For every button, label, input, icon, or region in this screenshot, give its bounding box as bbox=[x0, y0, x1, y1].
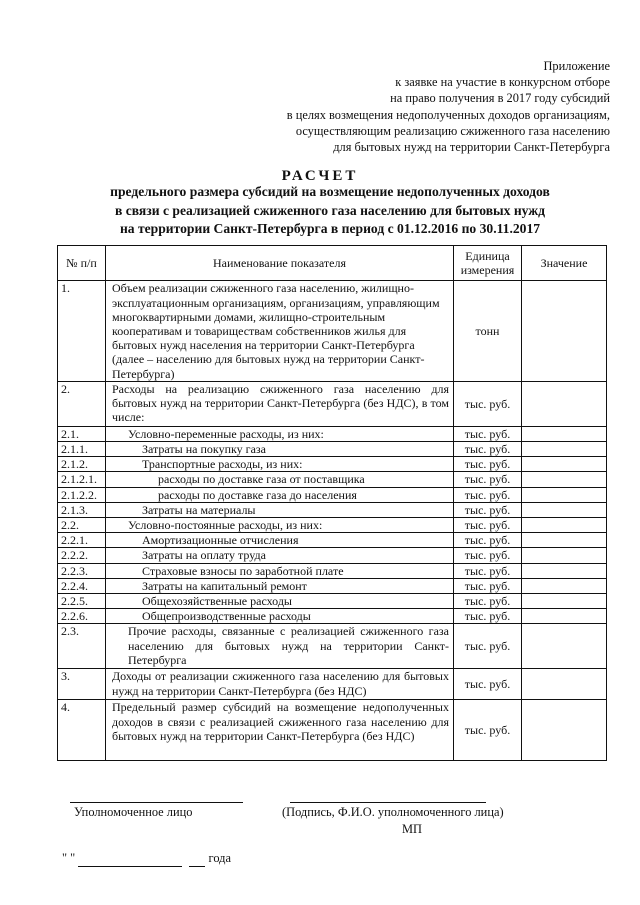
row-unit: тыс. руб. bbox=[454, 457, 522, 472]
row-unit: тыс. руб. bbox=[454, 502, 522, 517]
row-unit: тыс. руб. bbox=[454, 594, 522, 609]
subtitle-line: на территории Санкт-Петербурга в период с 01.12.2016 по 30.11.2017 bbox=[119, 221, 541, 236]
table-row bbox=[58, 281, 607, 381]
date-month-blank bbox=[78, 851, 182, 867]
row-name: Транспортные расходы, из них: bbox=[106, 457, 454, 472]
row-name: Условно-постоянные расходы, из них: bbox=[106, 518, 454, 533]
row-name: Прочие расходы, связанные с реализацией сжиженного газа населению для бытовых нужд на территории Санкт-Петербурга bbox=[106, 624, 454, 669]
row-value bbox=[522, 578, 607, 593]
row-name: расходы по доставке газа до населения bbox=[106, 487, 454, 502]
table-row bbox=[58, 442, 607, 457]
subtitle-line: предельного размера субсидий на возмещение недополученных доходов bbox=[110, 184, 550, 199]
appendix-line: к заявке на участие в конкурсном отборе bbox=[395, 75, 610, 90]
row-name: Условно-переменные расходы, из них: bbox=[106, 426, 454, 441]
row-value bbox=[522, 518, 607, 533]
table-row bbox=[58, 457, 607, 472]
table-row bbox=[58, 578, 607, 593]
header-name: Наименование показателя bbox=[106, 246, 454, 281]
table-row bbox=[58, 487, 607, 502]
appendix-line: в целях возмещения недополученных доходов организациям, bbox=[286, 107, 610, 122]
calculation-table bbox=[57, 245, 607, 761]
row-name: Затраты на покупку газа bbox=[106, 442, 454, 457]
row-value bbox=[522, 426, 607, 441]
row-name: Предельный размер субсидий на возмещение недополученных доходов в связи с реализацией сжиженного газа населению для бытовых нужд на территории Санкт-Петербурга (без НДС) bbox=[106, 700, 454, 761]
row-unit: тыс. руб. bbox=[454, 548, 522, 563]
row-name: Объем реализации сжиженного газа населению, жилищно-эксплуатационным организациям, организациям, управляющим многоквартирными домами, жилищно-строительным кооперативам и товариществам собственников жилья для бытовых нужд населения на территории Санкт-Петербурга (далее – населению для бытовых нужд на территории Санкт-Петербурга) bbox=[106, 281, 454, 381]
row-num: 2. bbox=[58, 381, 106, 426]
row-unit: тонн bbox=[454, 281, 522, 381]
row-name: Расходы на реализацию сжиженного газа населению для бытовых нужд на территории Санкт-Петербурга (без НДС), в том числе: bbox=[106, 381, 454, 426]
date-quotes: " " bbox=[62, 851, 76, 865]
row-num: 2.2. bbox=[58, 518, 106, 533]
row-num: 2.2.2. bbox=[58, 548, 106, 563]
row-unit: тыс. руб. bbox=[454, 563, 522, 578]
row-num: 2.2.6. bbox=[58, 609, 106, 624]
header-value: Значение bbox=[522, 246, 607, 281]
row-num: 2.2.1. bbox=[58, 533, 106, 548]
row-value bbox=[522, 700, 607, 761]
row-unit: тыс. руб. bbox=[454, 533, 522, 548]
row-num: 2.2.3. bbox=[58, 563, 106, 578]
row-unit: тыс. руб. bbox=[454, 381, 522, 426]
row-name: Затраты на материалы bbox=[106, 502, 454, 517]
date-line bbox=[62, 851, 231, 867]
row-name: Затраты на оплату труда bbox=[106, 548, 454, 563]
signature-line-right bbox=[290, 802, 486, 803]
row-value bbox=[522, 548, 607, 563]
row-value bbox=[522, 563, 607, 578]
stamp-label: МП bbox=[402, 822, 422, 836]
table-row bbox=[58, 563, 607, 578]
date-year-label: года bbox=[208, 851, 231, 865]
table-row bbox=[58, 426, 607, 441]
row-value bbox=[522, 457, 607, 472]
row-name: Доходы от реализации сжиженного газа населению для бытовых нужд на территории Санкт-Петербурга (без НДС) bbox=[106, 669, 454, 700]
row-name: Страховые взносы по заработной плате bbox=[106, 563, 454, 578]
signature-caption: (Подпись, Ф.И.О. уполномоченного лица) bbox=[282, 805, 504, 819]
appendix-line: осуществляющим реализацию сжиженного газа населению bbox=[295, 123, 610, 138]
row-value bbox=[522, 669, 607, 700]
row-unit: тыс. руб. bbox=[454, 578, 522, 593]
row-value bbox=[522, 281, 607, 381]
row-num: 2.1.2. bbox=[58, 457, 106, 472]
table-row bbox=[58, 518, 607, 533]
row-num: 2.1. bbox=[58, 426, 106, 441]
row-num: 2.3. bbox=[58, 624, 106, 669]
row-unit: тыс. руб. bbox=[454, 669, 522, 700]
row-unit: тыс. руб. bbox=[454, 609, 522, 624]
row-name: Общехозяйственные расходы bbox=[106, 594, 454, 609]
row-unit: тыс. руб. bbox=[454, 442, 522, 457]
document-subtitle bbox=[60, 183, 600, 239]
row-name: Затраты на капитальный ремонт bbox=[106, 578, 454, 593]
table-row bbox=[58, 700, 607, 761]
table-row bbox=[58, 548, 607, 563]
row-name: расходы по доставке газа от поставщика bbox=[106, 472, 454, 487]
row-value bbox=[522, 487, 607, 502]
row-value bbox=[522, 442, 607, 457]
table-row bbox=[58, 594, 607, 609]
row-unit: тыс. руб. bbox=[454, 518, 522, 533]
table-row bbox=[58, 533, 607, 548]
row-value bbox=[522, 533, 607, 548]
row-num: 4. bbox=[58, 700, 106, 761]
row-value bbox=[522, 502, 607, 517]
row-num: 2.1.1. bbox=[58, 442, 106, 457]
row-num: 2.2.5. bbox=[58, 594, 106, 609]
table-row bbox=[58, 609, 607, 624]
document-title: РАСЧЕТ bbox=[281, 168, 359, 184]
authorized-person-label: Уполномоченное лицо bbox=[74, 805, 193, 819]
row-num: 1. bbox=[58, 281, 106, 381]
row-value bbox=[522, 472, 607, 487]
table-row bbox=[58, 472, 607, 487]
row-unit: тыс. руб. bbox=[454, 472, 522, 487]
table-row bbox=[58, 669, 607, 700]
row-unit: тыс. руб. bbox=[454, 426, 522, 441]
appendix-header bbox=[190, 58, 610, 155]
row-name: Амортизационные отчисления bbox=[106, 533, 454, 548]
row-value bbox=[522, 624, 607, 669]
table-header-row bbox=[58, 246, 607, 281]
row-unit: тыс. руб. bbox=[454, 624, 522, 669]
table-row bbox=[58, 624, 607, 669]
appendix-line: на право получения в 2017 году субсидий bbox=[390, 91, 610, 106]
row-num: 2.1.2.2. bbox=[58, 487, 106, 502]
row-num: 3. bbox=[58, 669, 106, 700]
row-num: 2.1.2.1. bbox=[58, 472, 106, 487]
header-num: № п/п bbox=[58, 246, 106, 281]
subtitle-line: в связи с реализацией сжиженного газа населению для бытовых нужд bbox=[114, 202, 546, 218]
signature-line-left bbox=[70, 802, 243, 803]
row-name: Общепроизводственные расходы bbox=[106, 609, 454, 624]
row-value bbox=[522, 594, 607, 609]
row-unit: тыс. руб. bbox=[454, 487, 522, 502]
table-row bbox=[58, 502, 607, 517]
row-num: 2.2.4. bbox=[58, 578, 106, 593]
header-unit: Единица измерения bbox=[454, 246, 522, 281]
appendix-line: для бытовых нужд на территории Санкт-Петербурга bbox=[333, 140, 610, 155]
row-num: 2.1.3. bbox=[58, 502, 106, 517]
appendix-line: Приложение bbox=[543, 59, 610, 73]
row-value bbox=[522, 609, 607, 624]
table-row bbox=[58, 381, 607, 426]
row-value bbox=[522, 381, 607, 426]
date-year-blank bbox=[189, 851, 205, 867]
row-unit: тыс. руб. bbox=[454, 700, 522, 761]
